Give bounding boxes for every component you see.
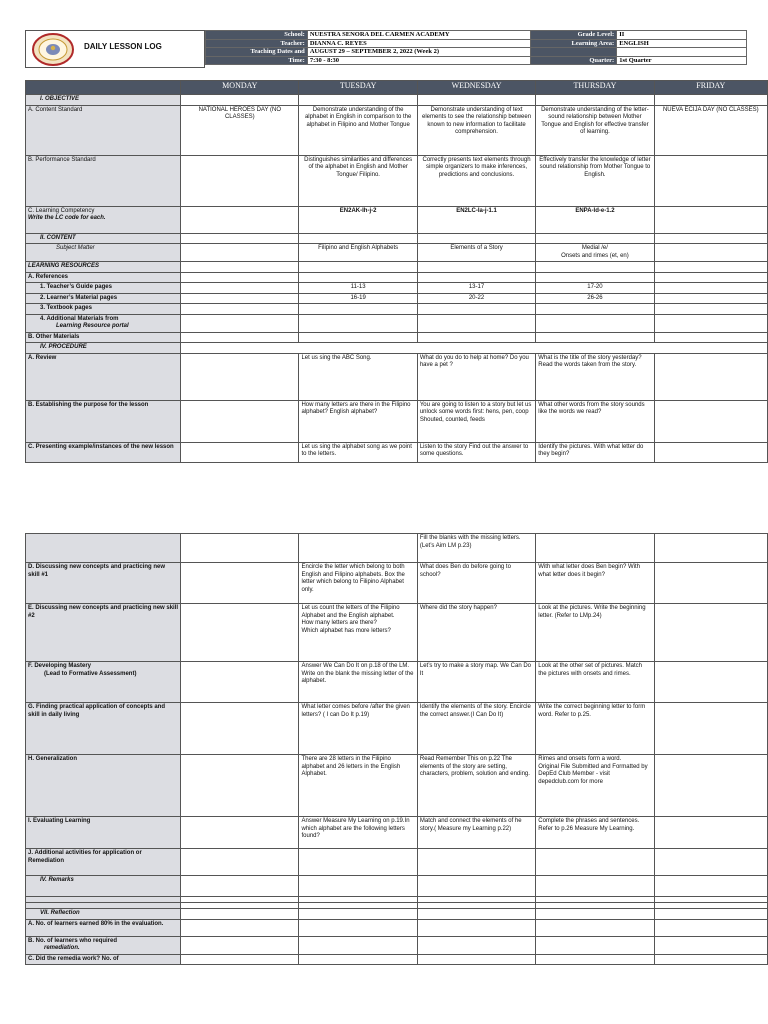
section-objective: I. OBJECTIVE xyxy=(26,95,181,106)
section-content: II. CONTENT xyxy=(26,233,181,244)
practical-application-row xyxy=(26,703,768,755)
cell-tuesday: Distinguishes similarities and differences of the alphabet in English and Mother Tongue/ Filipino. xyxy=(299,155,417,206)
row-label: Subject Matter xyxy=(26,244,181,262)
section-procedure: IV. PROCEDURE xyxy=(26,343,181,354)
lesson-table-page-1 xyxy=(25,80,768,463)
cell-tuesday: Filipino and English Alphabets xyxy=(299,244,417,262)
row-label: I. Evaluating Learning xyxy=(26,817,181,849)
title-box xyxy=(25,30,205,68)
lesson-table-page-2 xyxy=(25,533,768,965)
row-label: 2. Learner’s Material pages xyxy=(26,293,181,304)
competency-code-wednesday: EN2LC-Ia-j-1.1 xyxy=(417,206,535,233)
row-label: E. Discussing new concepts and practicing new skill #2 xyxy=(26,604,181,662)
purpose-row xyxy=(26,400,768,442)
day-monday: MONDAY xyxy=(181,81,299,95)
row-label: C. Presenting example/instances of the new lesson xyxy=(26,442,181,462)
presenting-row xyxy=(26,442,768,462)
school-label: School: xyxy=(206,31,308,40)
cell-tuesday: How many letters are there in the Filipino alphabet? English alphabet? xyxy=(299,400,417,442)
learning-competency-row xyxy=(26,206,768,233)
continued-row xyxy=(26,534,768,563)
cell-tuesday: Let us sing the alphabet song as we point to the letters. xyxy=(299,442,417,462)
cell-thursday: Look at the other set of pictures. Match the pictures with onsets and rimes. xyxy=(536,662,654,703)
cell-thursday: Demonstrate understanding of the letter- sound relationship between Mother Tongue and English for effective transfer of learning. xyxy=(536,105,654,155)
quarter-value: 1st Quarter xyxy=(617,56,747,65)
day-wednesday: WEDNESDAY xyxy=(417,81,535,95)
section-reflection: VII. Reflection xyxy=(26,909,181,920)
cell-wednesday: Match and connect the elements of he story.( Measure my Learning p.22) xyxy=(417,817,535,849)
performance-standard-row xyxy=(26,155,768,206)
cell-tuesday: Let us sing the ABC Song. xyxy=(299,353,417,400)
subject-matter-row xyxy=(26,244,768,262)
day-header-row xyxy=(26,81,768,95)
additional-activities-row xyxy=(26,849,768,876)
reflection-a-row xyxy=(26,919,768,936)
generalization-row xyxy=(26,755,768,817)
cell-thursday: With what letter does Ben begin? With what letter does it begin? xyxy=(536,563,654,604)
cell-wednesday: What does Ben do before going to school? xyxy=(417,563,535,604)
learning-area-value: ENGLISH xyxy=(617,39,747,48)
cell-thursday: What is the title of the story yesterday? Read the words taken from the story. xyxy=(536,353,654,400)
reflection-b-row xyxy=(26,936,768,954)
cell-thursday: Complete the phrases and sentences. Refer to p.26 Measure My Learning. xyxy=(536,817,654,849)
discussing-skill-1-row xyxy=(26,563,768,604)
lesson-log-header xyxy=(25,30,747,68)
time-value: 7:30 - 8:30 xyxy=(307,56,531,65)
row-label: A. Content Standard xyxy=(26,105,181,155)
teacher-value: DIANNA C. REYES xyxy=(307,39,531,48)
cell-wednesday: Let’s try to make a story map. We Can Do It xyxy=(417,662,535,703)
row-label: A. Review xyxy=(26,353,181,400)
textbook-pages-label: 3. Textbook pages xyxy=(26,304,181,315)
grade-level-value: II xyxy=(617,31,747,40)
cell-tuesday: Let us count the letters of the Filipino Alphabet and the English alphabet. How many letters are there? Which alphabet has more letters? xyxy=(299,604,417,662)
learning-area-label: Learning Area: xyxy=(531,39,617,48)
row-label: H. Generalization xyxy=(26,755,181,817)
other-materials-label: B. Other Materials xyxy=(26,332,181,343)
teaching-dates-value: AUGUST 29 – SEPTEMBER 2, 2022 (Week 2) xyxy=(307,48,531,57)
cell-tuesday: There are 28 letters in the Filipino alphabet and 26 letters in the English Alphabet. xyxy=(299,755,417,817)
cell-thursday: Fill the blanks with the missing letters. (Let’s Aim LM p.23) xyxy=(417,534,535,563)
day-friday: FRIDAY xyxy=(654,81,767,95)
cell-tuesday: Answer Measure My Learning on p.19.In which alphabet are the following letters found? xyxy=(299,817,417,849)
cell-wednesday: Identify the elements of the story. Encircle the correct answer.(I Can Do It) xyxy=(417,703,535,755)
section-remarks: IV. Remarks xyxy=(26,876,181,897)
learners-material-row: 2. Learner’s Material pages 16-19 20-22 26-26 xyxy=(26,293,768,304)
review-row xyxy=(26,353,768,400)
row-label: 1. Teacher’s Guide pages xyxy=(26,283,181,294)
additional-materials-label: 4. Additional Materials from Learning Resource portal xyxy=(26,314,181,332)
cell-tuesday: Answer We Can Do It on p.18 of the LM. Write on the blank the missing letter of the alphabet. xyxy=(299,662,417,703)
cell-wednesday: Read Remember This on p.22 The elements of the story are setting, characters, problem, solution and ending. xyxy=(417,755,535,817)
section-learning-resources: LEARNING RESOURCES xyxy=(26,262,181,273)
cell-thursday: Rimes and onsets form a word. Original File Submitted and Formatted by DepEd Club Member - visit depedclub.com for more xyxy=(536,755,654,817)
cell-wednesday: What do you do to help at home? Do you have a pet ? xyxy=(417,353,535,400)
cell-tuesday: What letter comes before /after the given letters? ( I can Do It p.19) xyxy=(299,703,417,755)
cell-thursday: What other words from the story sounds like the words we read? xyxy=(536,400,654,442)
row-label: A. No. of learners earned 80% in the evaluation. xyxy=(26,919,181,936)
cell-thursday: Identify the pictures. With what letter do they begin? xyxy=(536,442,654,462)
row-label: B. No. of learners who required remediation. xyxy=(26,936,181,954)
cell-monday: NATIONAL HEROES DAY (NO CLASSES) xyxy=(181,105,299,155)
cell-wednesday: Where did the story happen? xyxy=(417,604,535,662)
evaluating-learning-row xyxy=(26,817,768,849)
teachers-guide-row: 1. Teacher’s Guide pages 11-13 13-17 17-20 xyxy=(26,283,768,294)
cell-friday: NUEVA ECIJA DAY (NO CLASSES) xyxy=(654,105,767,155)
reflection-c-row xyxy=(26,954,768,965)
teaching-dates-label: Teaching Dates and xyxy=(206,48,308,57)
developing-mastery-row xyxy=(26,662,768,703)
row-label: B. Performance Standard xyxy=(26,155,181,206)
school-value: NUESTRA SENORA DEL CARMEN ACADEMY xyxy=(307,31,531,40)
cell-thursday: Medial /e/ Onsets and rimes (et, en) xyxy=(536,244,654,262)
cell-wednesday: Correctly presents text elements through simple organizers to make inferences, predictions and conclusions. xyxy=(417,155,535,206)
cell-wednesday: Demonstrate understanding of text elements to see the relationship between known to new information to facilitate comprehension. xyxy=(417,105,535,155)
cell-wednesday: Listen to the story Find out the answer to some questions. xyxy=(417,442,535,462)
school-seal-icon xyxy=(31,33,75,66)
discussing-skill-2-row xyxy=(26,604,768,662)
competency-code-thursday: ENPA-Id-e-1.2 xyxy=(536,206,654,233)
cell-tuesday: Demonstrate understanding of the alphabet in English in comparison to the alphabet in Filipino and Mother Tongue xyxy=(299,105,417,155)
document-title: DAILY LESSON LOG xyxy=(84,42,162,51)
content-standard-row xyxy=(26,105,768,155)
day-tuesday: TUESDAY xyxy=(299,81,417,95)
grade-level-label: Grade Level: xyxy=(531,31,617,40)
row-label: C. Learning Competency Write the LC code for each. xyxy=(26,206,181,233)
row-label: C. Did the remedia work? No. of xyxy=(26,954,181,965)
row-label: B. Establishing the purpose for the lesson xyxy=(26,400,181,442)
cell-wednesday: Elements of a Story xyxy=(417,244,535,262)
row-label: D. Discussing new concepts and practicing new skill #1 xyxy=(26,563,181,604)
cell-thursday: Effectively transfer the knowledge of letter sound relationship from Mother Tongue to English. xyxy=(536,155,654,206)
day-thursday: THURSDAY xyxy=(536,81,654,95)
lesson-info-table xyxy=(205,30,747,65)
competency-code-tuesday: EN2AK-Ih-j-2 xyxy=(299,206,417,233)
row-label: J. Additional activities for application or Remediation xyxy=(26,849,181,876)
teacher-label: Teacher: xyxy=(206,39,308,48)
cell-wednesday: You are going to listen to a story but let us unlock some words first: hens, pen, coop Shouted, counted, feeds xyxy=(417,400,535,442)
time-label: Time: xyxy=(206,56,308,65)
cell-thursday: Look at the pictures. Write the beginning letter. (Refer to LMp.24) xyxy=(536,604,654,662)
row-label: G. Finding practical application of concepts and skill in daily living xyxy=(26,703,181,755)
cell-tuesday: Encircle the letter which belong to both English and Filipino alphabets. Box the letter which belong to Filipino Alphabet only. xyxy=(299,563,417,604)
references-label: A. References xyxy=(26,272,181,283)
row-label: F. Developing Mastery (Lead to Formative Assessment) xyxy=(26,662,181,703)
cell-thursday: Write the correct beginning letter to form word. Refer to p.25. xyxy=(536,703,654,755)
quarter-label: Quarter: xyxy=(531,56,617,65)
